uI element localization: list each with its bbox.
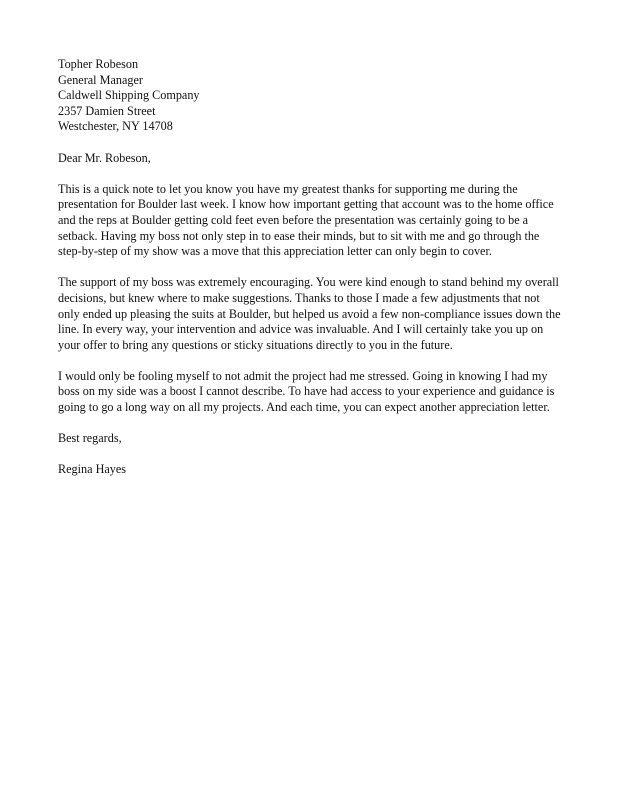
- spacer: [58, 447, 563, 463]
- recipient-company: Caldwell Shipping Company: [58, 88, 200, 103]
- paragraph-line: step-by-step of my show was a move that this appreciation letter can only begin to cover.: [58, 244, 492, 259]
- paragraph-line: This is a quick note to let you know you have my greatest thanks for supporting me during the: [58, 181, 518, 196]
- salutation: Dear Mr. Robeson,: [58, 150, 151, 165]
- signature-name: Regina Hayes: [58, 462, 127, 477]
- recipient-title: General Manager: [58, 72, 143, 87]
- spacer: [58, 135, 563, 151]
- spacer: [58, 416, 563, 432]
- recipient-city-line: Westchester, NY 14708: [58, 119, 173, 134]
- closing: Best regards,: [58, 431, 122, 446]
- letter-body: [58, 57, 563, 478]
- paragraph-line: presentation for Boulder last week. I know how important getting that account was to the home office: [58, 197, 554, 212]
- paragraph-3: [58, 369, 563, 416]
- paragraph-line: only ended up pleasing the suits at Boulder, but helped us avoid a few non-compliance issues down the: [58, 306, 561, 321]
- paragraph-line: The support of my boss was extremely encouraging. You were kind enough to stand behind my overall: [58, 275, 559, 290]
- paragraph-1: [58, 182, 563, 260]
- spacer: [58, 166, 563, 182]
- spacer: [58, 353, 563, 369]
- recipient-name: Topher Robeson: [58, 57, 139, 71]
- paragraph-line: going to go a long way on all my projects. And each time, you can expect another appreciation letter.: [58, 400, 550, 415]
- recipient-address: [58, 57, 563, 135]
- paragraph-line: your offer to bring any questions or sticky situations directly to you in the future.: [58, 337, 453, 352]
- recipient-street: 2357 Damien Street: [58, 103, 156, 118]
- paragraph-line: I would only be fooling myself to not admit the project had me stressed. Going in knowing I had my: [58, 368, 548, 383]
- paragraph-line: line. In every way, your intervention and advice was invaluable. And I will certainly take you up on: [58, 322, 544, 337]
- paragraph-2: [58, 275, 563, 353]
- paragraph-line: and the reps at Boulder getting cold feet even before the presentation was certainly going to be a: [58, 212, 529, 227]
- paragraph-line: decisions, but knew where to make suggestions. Thanks to those I made a few adjustments that not: [58, 290, 540, 305]
- spacer: [58, 260, 563, 276]
- paragraph-line: boss on my side was a boost I cannot describe. To have had access to your experience and guidance is: [58, 384, 555, 399]
- paragraph-line: setback. Having my boss not only step in to ease their minds, but to sit with me and go through the: [58, 228, 540, 243]
